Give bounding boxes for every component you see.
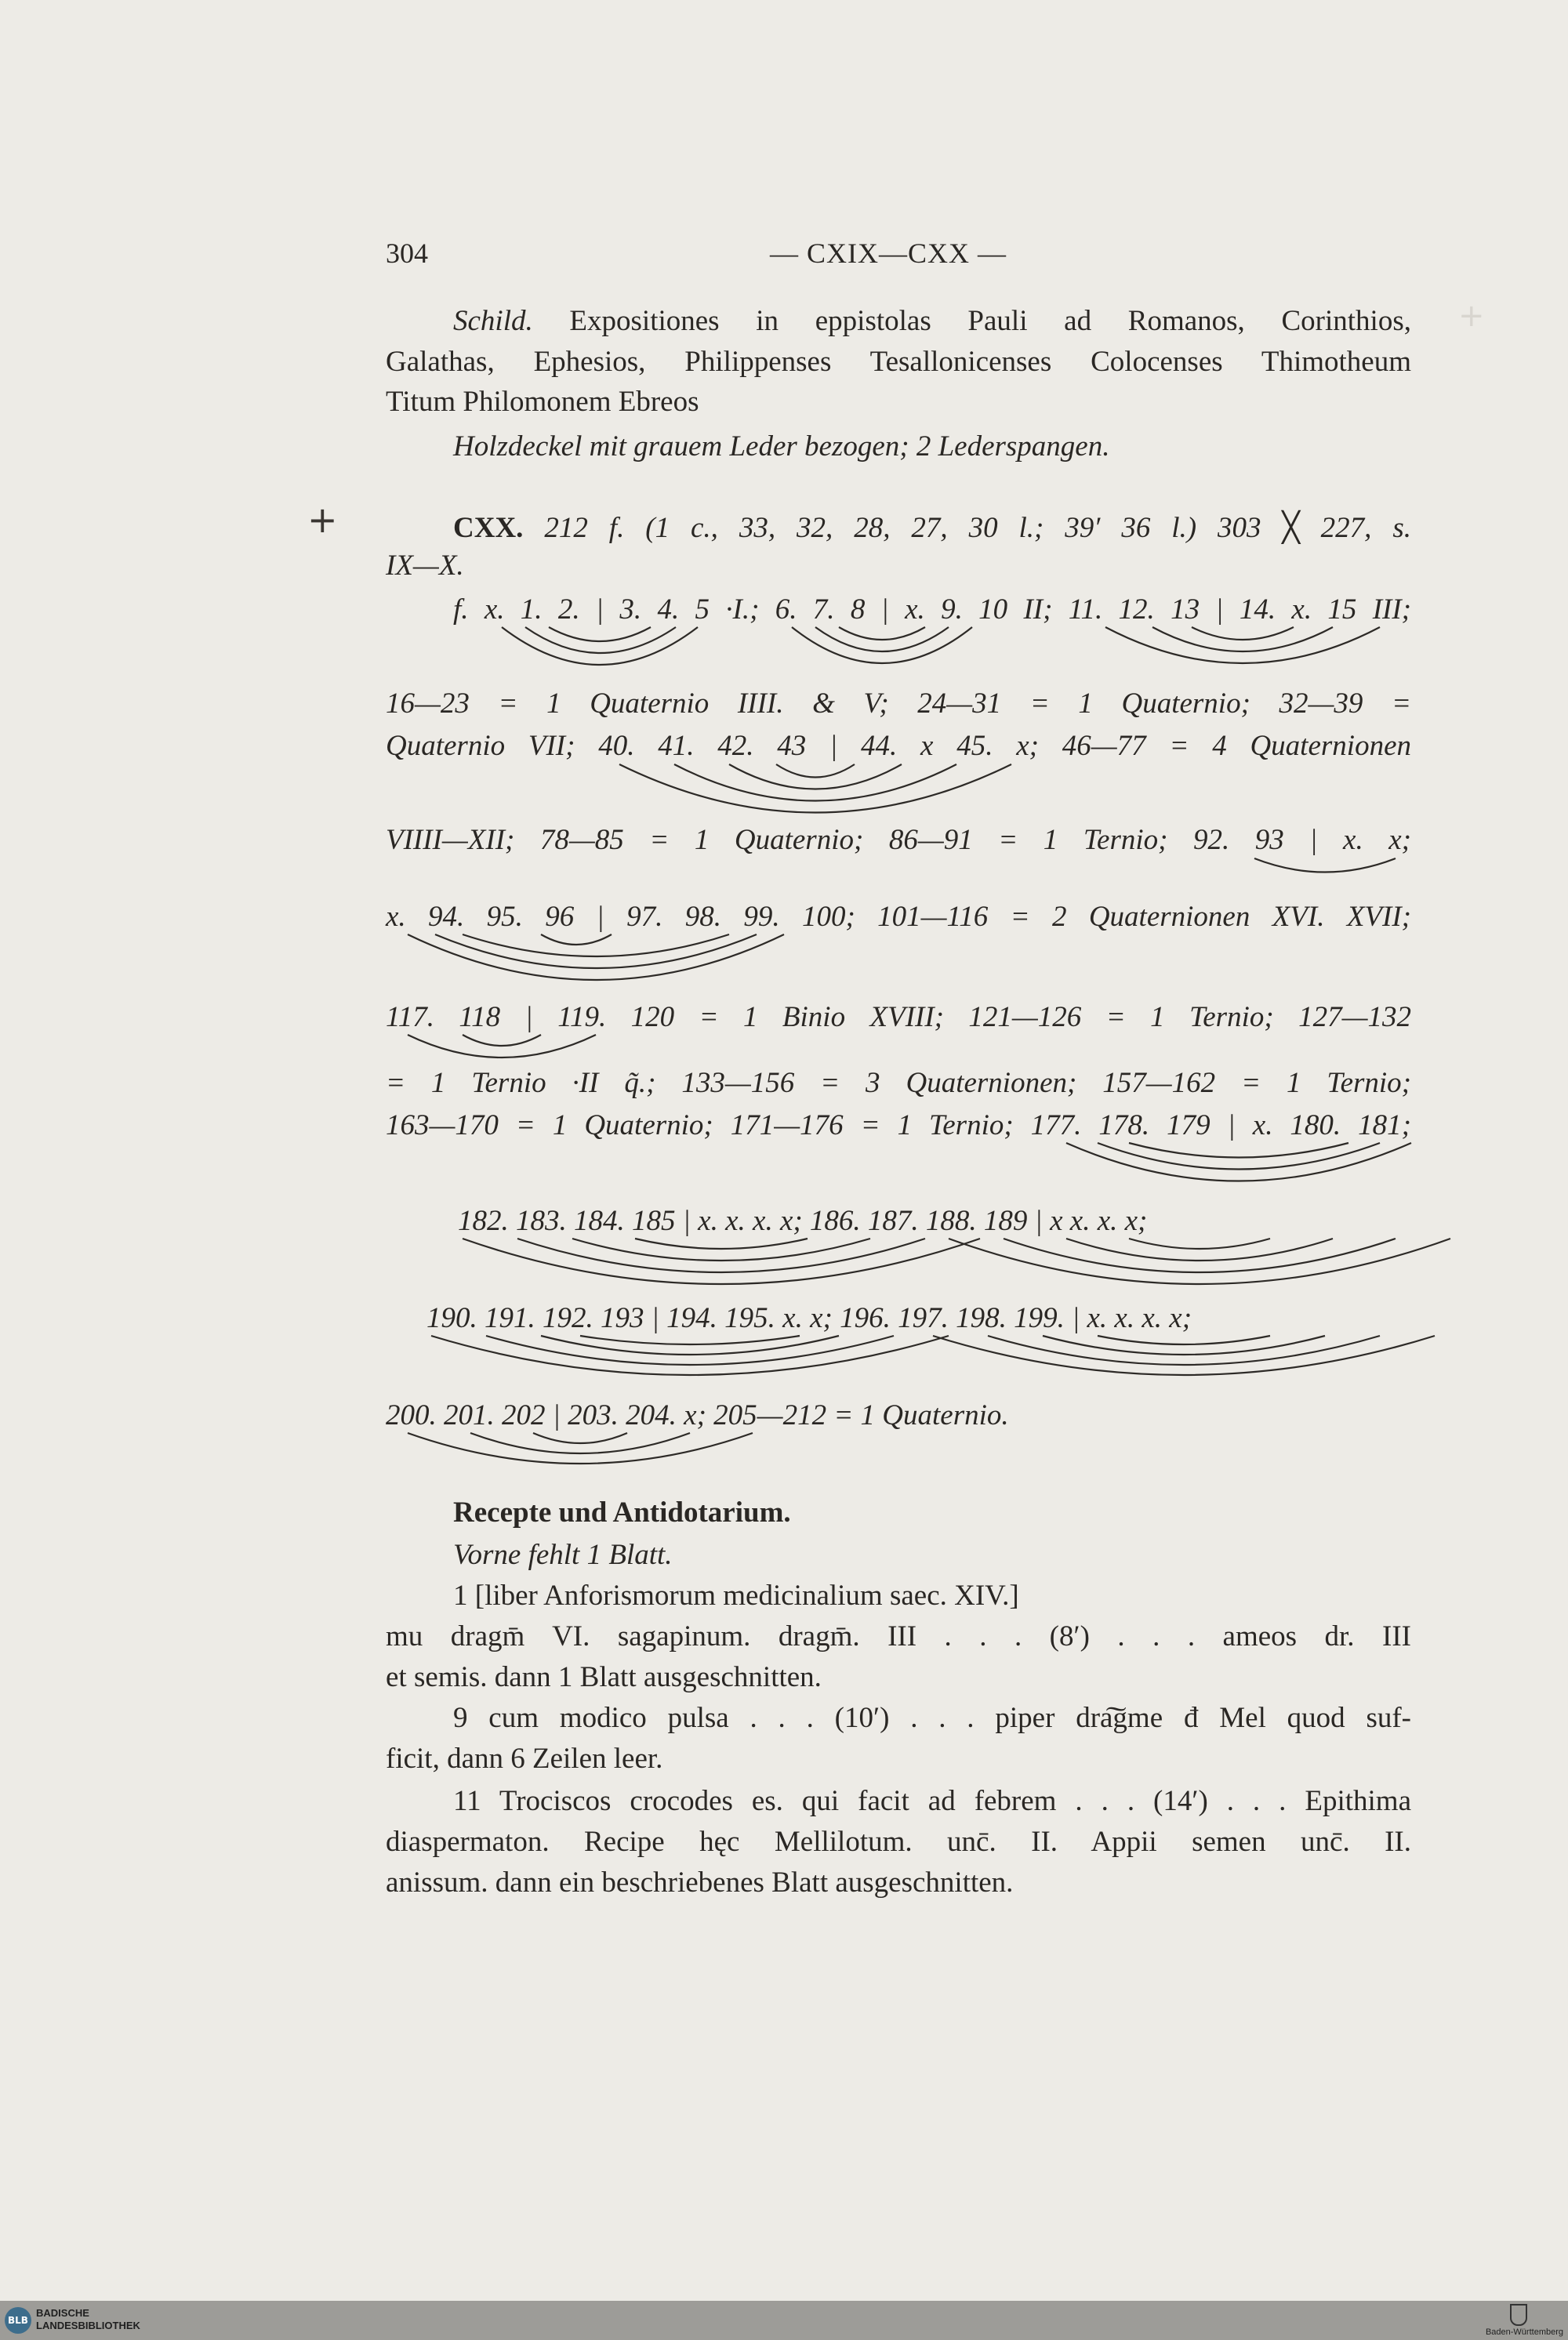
quire-arc [1098,1336,1270,1344]
quire-arc [502,627,698,665]
quire-arc [580,1336,800,1344]
quire-arc [776,764,855,778]
collation-line: 117. 118 | 119. 120 = 1 Binio XVIII; 121—126 = 1 Ternio; 127—132 [386,1001,1411,1033]
quire-arc [541,934,612,945]
quire-arc [1066,1143,1411,1181]
quire-arc [408,1035,596,1058]
author-name: Schild. [453,305,533,337]
quire-arc [1192,627,1294,640]
quire-arc [815,627,949,651]
quire-arc [839,627,925,640]
recepte-line: diaspermaton. Recipe hęc Mellilotum. unc̄. II. Appii semen unc̄. II. [386,1826,1411,1858]
collation-line: = 1 Ternio ·II q̃.; 133—156 = 3 Quaternionen; 157—162 = 1 Ternio; [386,1067,1411,1099]
quire-arc [525,627,676,653]
recepte-line: et semis. dann 1 Blatt ausgeschnitten. [386,1661,822,1693]
quire-arc [635,1239,808,1249]
running-title: — CXIX—CXX — [770,238,1007,269]
quire-arc [408,1433,753,1464]
quire-arc [933,1336,1435,1375]
recepte-line: 11 Trociscos crocodes es. qui facit ad febrem . . . (14′) . . . Epithima [453,1785,1411,1817]
viewer-footer-bar [0,2301,1568,2340]
recepte-line: 9 cum modico pulsa . . . (10′) . . . piper dra͠gme đ Mel quod suf- [453,1702,1411,1734]
collation-line: 163—170 = 1 Quaternio; 171—176 = 1 Ternio; 177. 178. 179 | x. 180. 181; [386,1109,1411,1141]
quire-arc [949,1239,1450,1284]
blb-logo-icon[interactable]: BLB [5,2307,31,2334]
recepte-line: 1 [liber Anforismorum medicinalium saec. XIV.] [453,1580,1019,1612]
quire-arc [549,627,651,641]
manuscript-signature: CXX. [453,512,524,544]
quire-arc [1105,627,1380,663]
quire-arc [619,764,1011,813]
bleedthrough-plus-icon: + [1458,298,1485,334]
missing-leaf-note: Vorne fehlt 1 Blatt. [453,1539,673,1571]
quire-arc [463,1239,980,1284]
quire-arc [572,1239,870,1261]
quire-arc [463,1035,541,1046]
quire-arc [517,1239,925,1272]
quire-arc [1129,1143,1348,1158]
quire-arc [1129,1239,1270,1249]
quire-arc [408,934,784,980]
section-heading: Recepte und Antidotarium. [453,1497,791,1529]
quire-arc [486,1336,894,1365]
quire-arc [533,1433,627,1443]
cxix-line-3: Titum Philomonem Ebreos [386,386,699,418]
quire-arc [792,627,972,663]
quire-arc [729,764,902,789]
collation-line: 200. 201. 202 | 203. 204. x; 205—212 = 1 Quaternio. [386,1399,1009,1431]
cxx-desc-line-1: CXX. 212 f. (1 c., 33, 32, 28, 27, 30 l.; 39′ 36 l.) 303 ╳ 227, s. [453,512,1411,544]
quire-arc [1066,1239,1333,1261]
margin-plus-mark: + [307,499,338,541]
quire-arc [1004,1239,1396,1272]
cxx-desc-line-2: IX—X. [386,550,464,582]
page-number: 304 [386,238,428,269]
collation-line: 182. 183. 184. 185 | x. x. x. x; 186. 187. 188. 189 | x x. x. x; [458,1205,1148,1237]
recepte-line: anissum. dann ein beschriebenes Blatt ausgeschnitten. [386,1867,1014,1899]
library-name: BADISCHE LANDESBIBLIOTHEK [36,2307,140,2331]
cxix-line-1: Schild. Expositiones in eppistolas Pauli ad Romanos, Corinthios, [453,305,1411,337]
collation-line: Quaternio VII; 40. 41. 42. 43 | 44. x 45. x; 46—77 = 4 Quaternionen [386,730,1411,762]
quire-arc [1152,627,1333,651]
collation-line: 16—23 = 1 Quaternio IIII. & V; 24—31 = 1 Quaternio; 32—39 = [386,687,1411,720]
recepte-line: mu dragm̄ VI. sagapinum. dragm̄. III . . . (8′) . . . ameos dr. III [386,1620,1411,1653]
state-crest-icon [1510,2304,1527,2326]
quire-arc [1098,1143,1380,1170]
collation-line: x. 94. 95. 96 | 97. 98. 99. 100; 101—116 = 2 Quaternionen XVI. XVII; [386,901,1411,933]
cxix-line-2: Galathas, Ephesios, Philippenses Tesallonicenses Colocenses Thimotheum [386,346,1411,378]
state-label: Baden-Württemberg [1485,2327,1563,2337]
collation-line: 190. 191. 192. 193 | 194. 195. x. x; 196. 197. 198. 199. | x. x. x. x; [426,1302,1192,1334]
binding-note: Holzdeckel mit grauem Leder bezogen; 2 Lederspangen. [453,430,1110,463]
quire-arc [435,934,757,968]
quire-arc [470,1433,690,1453]
quire-arc [431,1336,949,1375]
collation-line: f. x. 1. 2. | 3. 4. 5 ·I.; 6. 7. 8 | x. 9. 10 II; 11. 12. 13 | 14. x. 15 III; [453,593,1411,626]
quire-arc [1254,858,1396,873]
page-header [386,237,1411,276]
quire-arc [674,764,956,801]
collation-line: VIIII—XII; 78—85 = 1 Quaternio; 86—91 = 1 Ternio; 92. 93 | x. x; [386,824,1411,856]
quire-arc [988,1336,1380,1365]
quire-arc [1043,1336,1325,1355]
recepte-line: ficit, dann 6 Zeilen leer. [386,1743,663,1775]
quire-arc [463,934,729,956]
quire-arc [541,1336,839,1355]
